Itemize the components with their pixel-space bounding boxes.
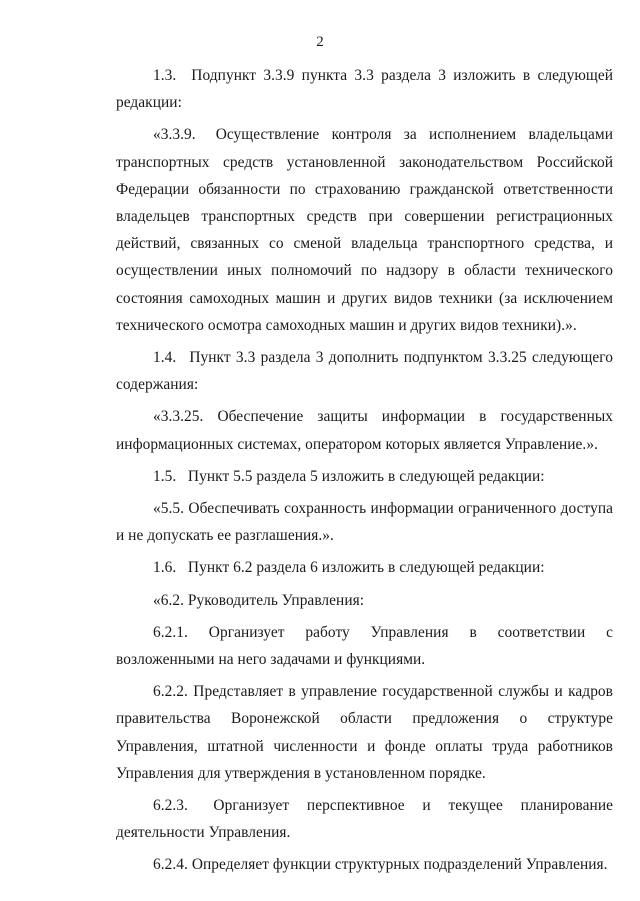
- paragraph-1-3: 1.3. Подпункт 3.3.9 пункта 3.3 раздела 3 изложить в следующей редакции:: [116, 67, 613, 112]
- paragraph-6-2: «6.2. Руководитель Управления:: [153, 591, 365, 609]
- paragraph-1-4: 1.4. Пункт 3.3 раздела 3 дополнить подпунктом 3.3.25 следующего содержания:: [116, 349, 613, 394]
- paragraph-6-2-2: 6.2.2. Представляет в управление государственной службы и кадров правительства Воронежской области предложения о структуре Управления, штатной численности и фонде оплаты труда работников Управления для утверждения в установленном порядке.: [116, 683, 613, 782]
- paragraph-3-3-25: «3.3.25. Обеспечение защиты информации в государственных информационных системах, оператором которых является Управление.».: [116, 408, 613, 453]
- paragraph-1-5: 1.5. Пункт 5.5 раздела 5 изложить в следующей редакции:: [153, 467, 545, 485]
- page-number: 2: [316, 34, 324, 50]
- paragraph-6-2-1: 6.2.1. Организует работу Управления в соответствии с возложенными на него задачами и функциями.: [116, 623, 613, 669]
- paragraph-3-3-9: «3.3.9. Осуществление контроля за исполнением владельцами транспортных средств установленной законодательством Российской Федерации обязанности по страхованию гражданской ответственности владельцев транспортных средств при совершении регистрационных действий, связанных со сменой владельца транспортного средства, и осуществлении иных полномочий по надзору в области технического состояния самоходных машин и других видов техники (за исключением технического осмотра самоходных машин и других видов техники).».: [116, 126, 613, 334]
- paragraph-6-2-3: 6.2.3. Организует перспективное и текущее планирование деятельности Управления.: [116, 797, 613, 842]
- paragraph-6-2-4: 6.2.4. Определяет функции структурных подразделений Управления.: [153, 856, 608, 874]
- document-body: [116, 62, 613, 884]
- paragraph-1-6: 1.6. Пункт 6.2 раздела 6 изложить в следующей редакции:: [153, 559, 545, 577]
- paragraph-5-5: «5.5. Обеспечивать сохранность информации ограниченного доступа и не допускать ее разглашения.».: [116, 500, 613, 545]
